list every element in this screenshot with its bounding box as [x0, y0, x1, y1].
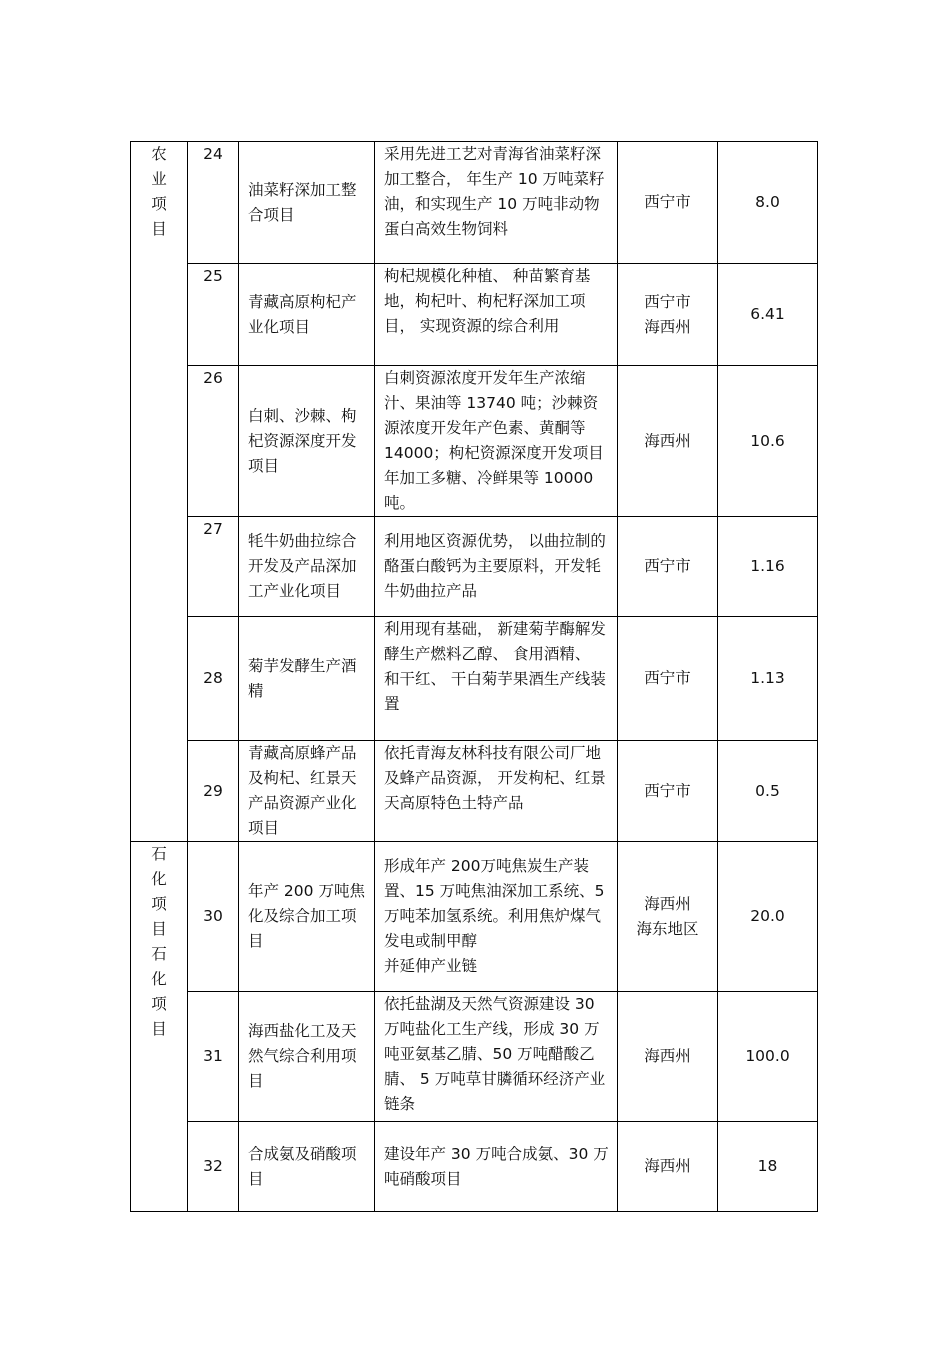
- investment-amount: 1.13: [718, 617, 818, 741]
- project-description: 建设年产 30 万吨合成氨、30 万吨硝酸项目: [375, 1122, 618, 1212]
- project-description: 依托青海友林科技有限公司厂地及蜂产品资源， 开发枸杞、红景天高原特色土特产品: [375, 741, 618, 842]
- investment-amount: 20.0: [718, 842, 818, 992]
- table-row: [131, 264, 818, 366]
- row-number: 26: [188, 366, 239, 517]
- project-description: 形成年产 200万吨焦炭生产装置、15 万吨焦油深加工系统、5 万吨苯加氢系统。利用焦炉煤气发电或制甲醇 并延伸产业链: [375, 842, 618, 992]
- table-row: [131, 741, 818, 842]
- project-location: 西宁市: [618, 617, 718, 741]
- project-name: 青藏高原枸杞产业化项目: [239, 264, 375, 366]
- table-row: [131, 366, 818, 517]
- investment-amount: 18: [718, 1122, 818, 1212]
- project-description: 白刺资源浓度开发年生产浓缩汁、果油等 13740 吨；沙棘资源浓度开发年产色素、黄酮等 14000；枸杞资源深度开发项目年加工多糖、冷鲜果等 10000 吨。: [375, 366, 618, 517]
- investment-amount: 1.16: [718, 517, 818, 617]
- project-description: 采用先进工艺对青海省油菜籽深加工整合， 年生产 10 万吨菜籽油，和实现生产 10 万吨非动物蛋白高效生物饲料: [375, 142, 618, 264]
- project-name: 油菜籽深加工整合项目: [239, 142, 375, 264]
- table-row: [131, 142, 818, 264]
- project-location: 海西州: [618, 1122, 718, 1212]
- table-row: [131, 517, 818, 617]
- table-row: [131, 1122, 818, 1212]
- project-name: 海西盐化工及天然气综合利用项目: [239, 992, 375, 1122]
- project-location: 西宁市: [618, 517, 718, 617]
- investment-amount: 10.6: [718, 366, 818, 517]
- table-row: [131, 992, 818, 1122]
- project-table: [130, 141, 818, 1212]
- category-agriculture: 农业项目: [131, 142, 188, 842]
- project-location: 西宁市: [618, 741, 718, 842]
- project-description: 依托盐湖及天然气资源建设 30 万吨盐化工生产线，形成 30 万吨亚氨基乙腈、50 万吨醋酸乙腈、 5 万吨草甘膦循环经济产业链条: [375, 992, 618, 1122]
- table-row: [131, 842, 818, 992]
- project-description: 利用地区资源优势， 以曲拉制的酪蛋白酸钙为主要原料，开发牦牛奶曲拉产品: [375, 517, 618, 617]
- project-location: 海西州: [618, 366, 718, 517]
- project-name: 牦牛奶曲拉综合开发及产品深加工产业化项目: [239, 517, 375, 617]
- project-location: 海西州 海东地区: [618, 842, 718, 992]
- project-name: 青藏高原蜂产品及枸杞、红景天产品资源产业化项目: [239, 741, 375, 842]
- row-number: 32: [188, 1122, 239, 1212]
- row-number: 27: [188, 517, 239, 617]
- row-number: 30: [188, 842, 239, 992]
- table-row: [131, 617, 818, 741]
- row-number: 28: [188, 617, 239, 741]
- row-number: 25: [188, 264, 239, 366]
- row-number: 29: [188, 741, 239, 842]
- row-number: 31: [188, 992, 239, 1122]
- project-location: 海西州: [618, 992, 718, 1122]
- row-number: 24: [188, 142, 239, 264]
- project-location: 西宁市 海西州: [618, 264, 718, 366]
- project-name: 合成氨及硝酸项目: [239, 1122, 375, 1212]
- project-name: 年产 200 万吨焦化及综合加工项目: [239, 842, 375, 992]
- project-name: 菊芋发酵生产酒精: [239, 617, 375, 741]
- category-petrochemical: 石化项目石化项目: [131, 842, 188, 1212]
- investment-amount: 100.0: [718, 992, 818, 1122]
- project-description: 枸杞规模化种植、 种苗繁育基地，枸杞叶、枸杞籽深加工项目， 实现资源的综合利用: [375, 264, 618, 366]
- investment-amount: 8.0: [718, 142, 818, 264]
- project-location: 西宁市: [618, 142, 718, 264]
- investment-amount: 6.41: [718, 264, 818, 366]
- project-description: 利用现有基础， 新建菊芋酶解发酵生产燃料乙醇、 食用酒精、 和干红、 干白菊芋果酒生产线装置: [375, 617, 618, 741]
- investment-amount: 0.5: [718, 741, 818, 842]
- project-name: 白刺、沙棘、枸杞资源深度开发项目: [239, 366, 375, 517]
